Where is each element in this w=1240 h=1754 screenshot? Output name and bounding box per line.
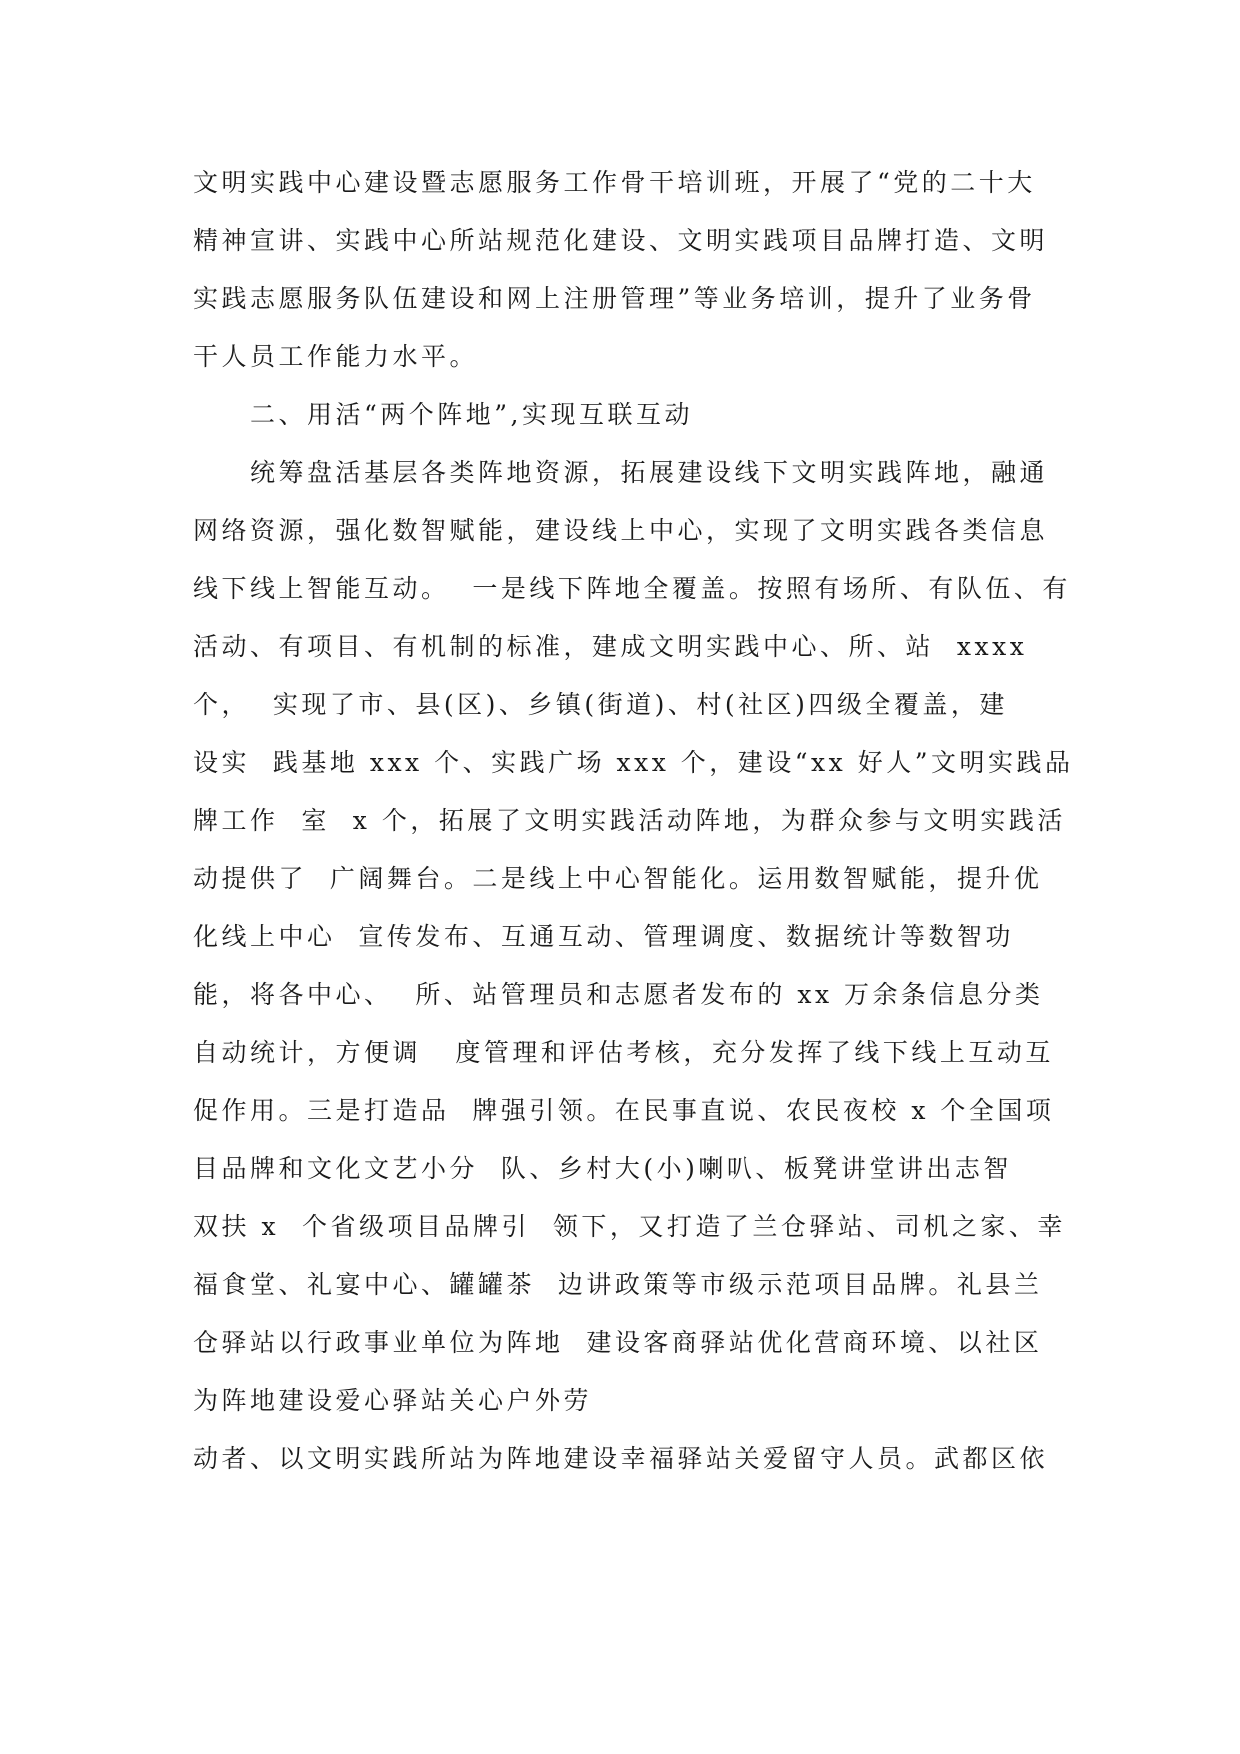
paragraph-line: 设实 践基地 xxx 个、实践广场 xxx 个，建设“xx 好人”文明实践品: [193, 748, 1074, 777]
paragraph-line: 牌工作 室 x 个，拓展了文明实践活动阵地，为群众参与文明实践活: [193, 806, 1066, 835]
paragraph-line: 干人员工作能力水平。: [193, 342, 479, 371]
paragraph-line: 福食堂、礼宴中心、罐罐茶 边讲政策等市级示范项目品牌。礼县兰: [193, 1270, 1043, 1299]
paragraph-line: 仓驿站以行政事业单位为阵地 建设客商驿站优化营商环境、以社区: [193, 1328, 1043, 1357]
paragraph-line: 为阵地建设爱心驿站关心户外劳: [193, 1386, 593, 1415]
paragraph-line: 实践志愿服务队伍建设和网上注册管理”等业务培训，提升了业务骨: [193, 284, 1036, 313]
section-heading: 二、用活“两个阵地”,实现互联互动: [250, 400, 694, 429]
paragraph-line: 活动、有项目、有机制的标准，建成文明实践中心、所、站 xxxx: [193, 632, 1028, 661]
paragraph-line: 个， 实现了市、县(区)、乡镇(街道)、村(社区)四级全覆盖，建: [193, 690, 1008, 719]
paragraph-line: 线下线上智能互动。 一是线下阵地全覆盖。按照有场所、有队伍、有: [193, 574, 1071, 603]
paragraph-line: 动者、以文明实践所站为阵地建设幸福驿站关爱留守人员。武都区依: [193, 1444, 1049, 1473]
paragraph-line: 目品牌和文化文艺小分 队、乡村大(小)喇叭、板凳讲堂讲出志智: [193, 1154, 1012, 1183]
paragraph-line: 网络资源，强化数智赋能，建设线上中心，实现了文明实践各类信息: [193, 516, 1049, 545]
paragraph-line: 统筹盘活基层各类阵地资源，拓展建设线下文明实践阵地，融通: [250, 458, 1049, 487]
paragraph-line: 双扶 x 个省级项目品牌引 领下，又打造了兰仓驿站、司机之家、幸: [193, 1212, 1066, 1241]
paragraph-line: 精神宣讲、实践中心所站规范化建设、文明实践项目品牌打造、文明: [193, 226, 1049, 255]
paragraph-line: 自动统计，方便调 度管理和评估考核，充分发挥了线下线上互动互: [193, 1038, 1054, 1067]
paragraph-line: 促作用。三是打造品 牌强引领。在民事直说、农民夜校 x 个全国项: [193, 1096, 1055, 1125]
paragraph-line: 化线上中心 宣传发布、互通互动、管理调度、数据统计等数智功: [193, 922, 1014, 951]
paragraph-line: 能，将各中心、 所、站管理员和志愿者发布的 xx 万余条信息分类: [193, 980, 1044, 1009]
paragraph-line: 文明实践中心建设暨志愿服务工作骨干培训班，开展了“党的二十大: [193, 168, 1036, 197]
paragraph-line: 动提供了 广阔舞台。二是线上中心智能化。运用数智赋能，提升优: [193, 864, 1043, 893]
